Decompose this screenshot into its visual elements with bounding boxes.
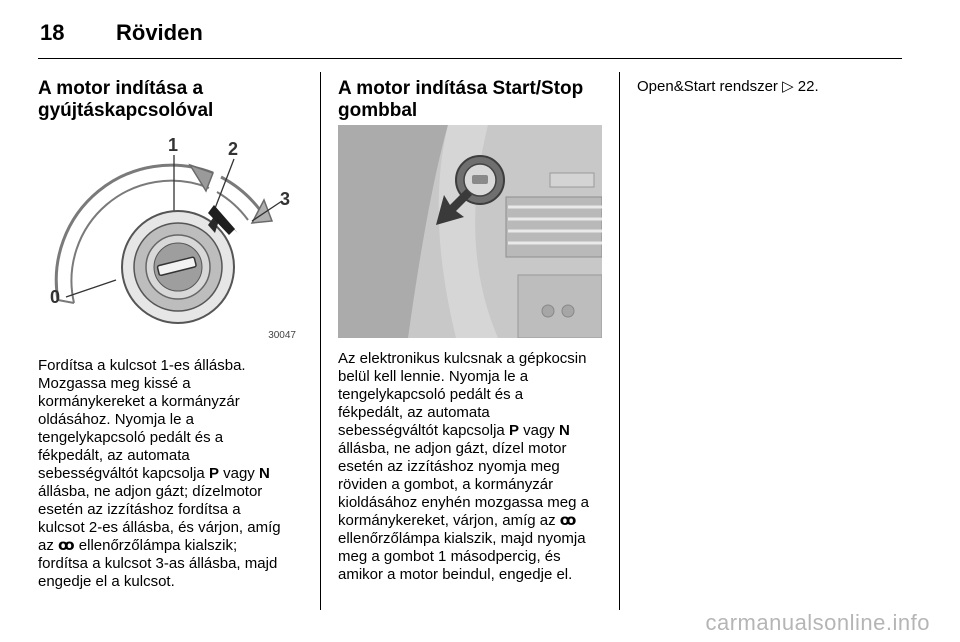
- gear-n-label: N: [258, 465, 270, 482]
- gear-p-label: P: [208, 465, 219, 482]
- page-header: [38, 18, 918, 58]
- header-rule: [38, 58, 902, 59]
- section-title-ignition-switch: A motor indítása a gyújtáskapcsolóval: [38, 78, 214, 121]
- start-stop-button-figure: [338, 125, 602, 338]
- page-number: 18: [40, 20, 65, 45]
- section-title-start-stop: A motor indítása Start/Stop gombbal: [338, 78, 584, 121]
- label-pos3: 3: [280, 189, 291, 209]
- dashboard-illustration: [338, 125, 602, 338]
- start-stop-instructions: Az elektronikus kulcsnak a gépkocsin belül kell lennie. Nyomja le a tengelykapcsoló pedált és a fékpedált, az automata sebességváltót kapcsolja P vagy N állásba, ne adjon gázt, dízel motor esetén az izzításhoz nyomja meg röviden a gombot, a kormányzár kioldásához enyhén mozgassa meg a kormánykereket, várjon, amíg az ꝏ ellenőrzőlámpa kialszik, majd nyomja meg a gombot 1 másodpercig, és amikor a motor beindul, engedje el.: [338, 350, 589, 583]
- gear-p-label: P: [508, 422, 519, 439]
- glow-plug-icon: ꝏ: [559, 512, 577, 529]
- open-start-reference[interactable]: Open&Start rendszer ▷ 22.: [637, 78, 819, 95]
- page-reference-icon: ▷: [782, 78, 794, 95]
- column-divider-right: [619, 72, 620, 610]
- glow-plug-icon: ꝏ: [58, 537, 75, 554]
- figure-code: 30047: [268, 330, 296, 341]
- chapter-title: Röviden: [116, 20, 203, 45]
- ignition-switch-illustration: [38, 125, 302, 345]
- column-divider-left: [320, 72, 321, 610]
- ignition-switch-instructions: Fordítsa a kulcsot 1-es állásba. Mozgassa meg kissé a kormánykereket a kormányzár oldásához. Nyomja le a tengelykapcsoló pedált és a fékpedált, az automata sebességváltót kapcsolja P vagy N állásba, ne adjon gázt; dízelmotor esetén az izzításhoz fordítsa a kulcsot 2-es állásba, és várjon, amíg az ꝏ ellenőrzőlámpa kialszik; fordítsa a kulcsot 3-as állásba, majd engedje el a kulcsot.: [38, 357, 281, 590]
- label-pos0: 0: [50, 287, 61, 307]
- label-pos2: 2: [228, 139, 239, 159]
- label-pos1: 1: [168, 135, 179, 155]
- gear-n-label: N: [558, 422, 570, 439]
- watermark: carmanualsonline.info: [705, 610, 930, 635]
- ignition-switch-figure: [38, 125, 302, 345]
